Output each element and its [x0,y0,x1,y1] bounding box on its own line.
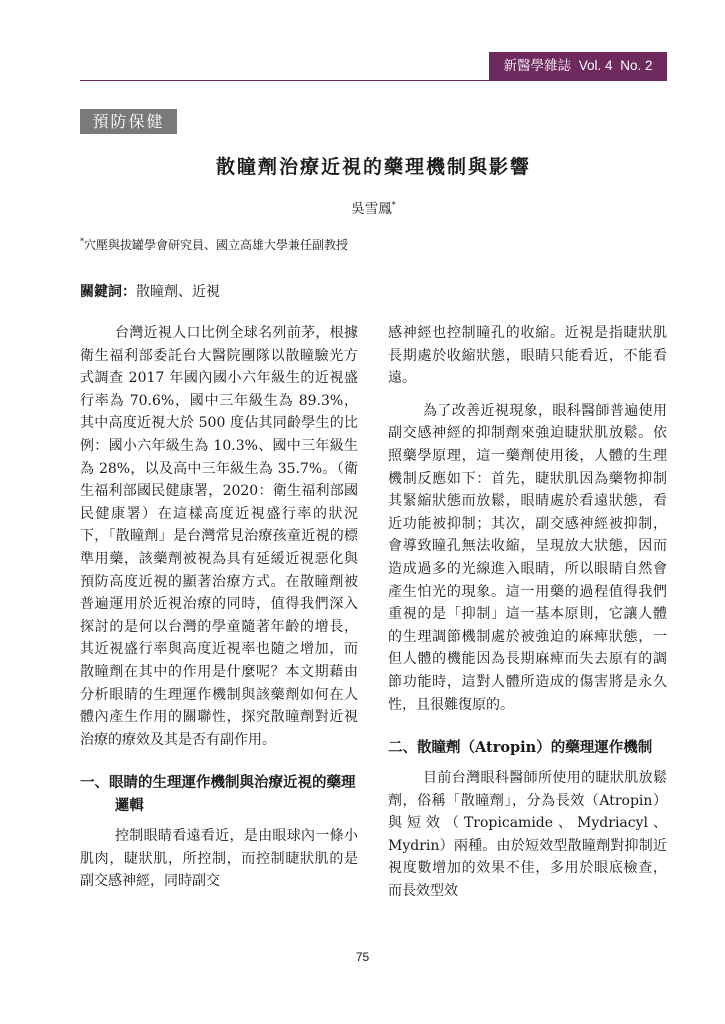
author-line [80,197,667,217]
journal-name: 新醫學雜誌 [503,58,571,73]
section-2-paragraph: 目前台灣眼科醫師所使用的睫狀肌放鬆劑，俗稱「散瞳劑」，分為長效（Atropin）與短效（Tropicamide、Mydriacyl、Mydrin）兩種。由於短效型散瞳劑對抑制近視度數增加的效果不佳，多用於眼底檢查，而長效型效 [388,770,667,900]
affiliation-text: 穴壓與拔罐學會研究員、國立高雄大學兼任副教授 [84,238,349,252]
section-1-heading: 一、眼睛的生理運作機制與治療近視的藥理邏輯 [80,774,356,815]
left-column [80,322,358,903]
paper-title: 散瞳劑治療近視的藥理機制與影響 [215,156,531,178]
section-2-heading: 二、散瞳劑（Atropin）的藥理運作機制 [388,739,653,757]
right-column [388,322,667,913]
header-divider [80,80,667,81]
journal-volume: Vol. 4 [578,58,613,73]
continued-paragraph: 感神經也控制瞳孔的收縮。近視是指睫狀肌長期處於收縮狀態，眼睛只能看近，不能看遠。 [388,325,667,387]
journal-issue: No. 2 [620,58,653,73]
keywords-value: 散瞳劑、近視 [136,284,220,300]
author-name: 吳雪鳳 [351,201,392,217]
journal-header-bar [489,52,667,80]
affiliation-footnote-mark: * [80,237,84,246]
keywords-label: 關鍵詞： [80,284,136,300]
author-footnote-mark: * [391,200,396,210]
keywords-line [80,281,667,301]
category-label: 預防保健 [80,109,177,134]
mechanism-paragraph: 為了改善近視現象，眼科醫師普遍使用副交感神經的抑制劑來強迫睫狀肌放鬆。依照藥學原理，這一藥劑使用後，人體的生理機制反應如下：首先，睫狀肌因為藥物抑制其緊縮狀態而放鬆，眼睛處於看遠狀態，看近功能被抑制；其次，副交感神經被抑制，會導致瞳孔無法收縮，呈現放大狀態，因而造成過多的光線進入眼睛，所以眼睛自然會產生怕光的現象。這一用藥的過程值得我們重視的是「抑制」這一基本原則，它讓人體的生理調節機制處於被強迫的麻痺狀態，一但人體的機能因為長期麻痺而失去原有的調節功能時，這對人體所造成的傷害將是永久性，且很難復原的。 [388,402,667,713]
author-affiliation [80,236,667,253]
page-number: 75 [355,950,370,964]
section-1-paragraph: 控制眼睛看遠看近，是由眼球內一條小肌肉，睫狀肌，所控制，而控制睫狀肌的是副交感神經，同時副交 [80,828,358,890]
intro-paragraph: 台灣近視人口比例全球名列前茅，根據衛生福利部委託台大醫院團隊以散瞳驗光方式調查 2017 年國內國小六年級生的近視盛行率為 70.6%，國中三年級生為 89.3%，其中高度近視大於 500 度佔其同齡學生的比例：國小六年級生為 10.3%、國中三年級生為 28%，以及高中三年級生為 35.7%。（衛生福利部國民健康署，2020：衛生福利部國民健康署）在這樣高度近視盛行率的狀況下，「散瞳劑」是台灣常見治療孩童近視的標準用藥，該藥劑被視為具有延緩近視惡化與預防高度近視的顯著治療方式。在散瞳劑被普遍運用於近視治療的同時，值得我們深入探討的是何以台灣的學童隨著年齡的增長，其近視盛行率與高度近視率也隨之增加，而散瞳劑在其中的作用是什麼呢？本文期藉由分析眼睛的生理運作機制與該藥劑如何在人體內產生作用的關聯性，探究散瞳劑對近視治療的療效及其是否有副作用。 [80,325,358,748]
